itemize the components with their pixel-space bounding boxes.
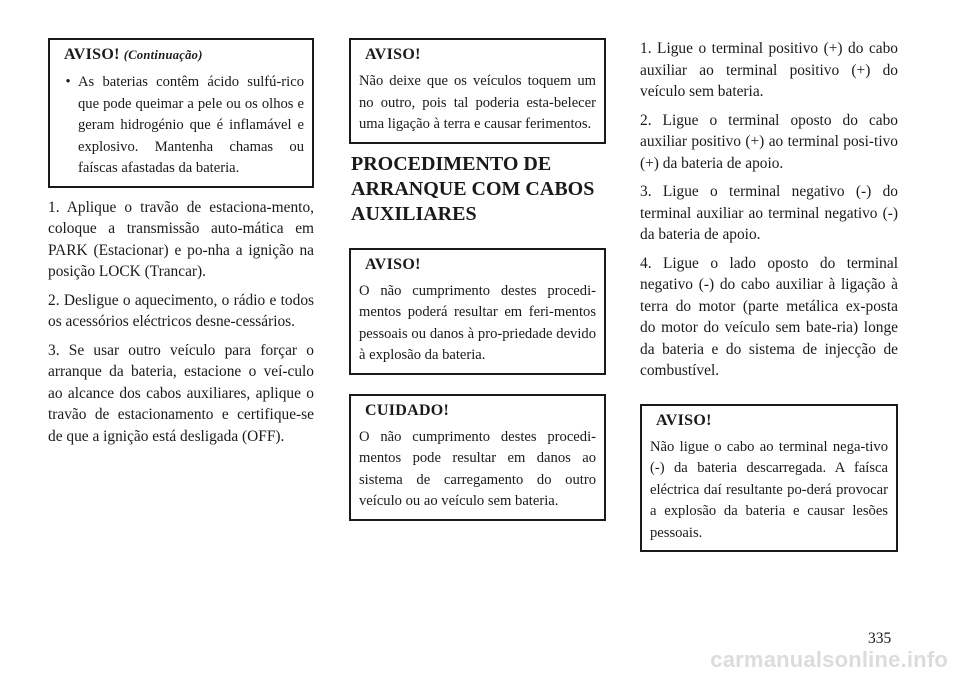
caution-title: CUIDADO! bbox=[365, 401, 450, 419]
warning-bullet-item bbox=[58, 72, 304, 180]
warning-text: Não ligue o cabo ao terminal nega-tivo (-) da bateria descarregada. A faísca eléctrica daí resultante po-derá provocar a explosão da bateria e causar lesões pessoais. bbox=[650, 438, 888, 541]
step-paragraph-1: 1. Ligue o terminal positivo (+) do cabo auxiliar ao terminal positivo (+) do veículo sem bateria. bbox=[640, 40, 898, 100]
warning-text: O não cumprimento destes procedi-mentos poderá resultar em feri-mentos pessoais ou danos à pro-priedade devido à explosão da bateria. bbox=[359, 282, 596, 363]
watermark-logo: carmanualsonline.info bbox=[710, 647, 948, 672]
page-number: 335 bbox=[868, 630, 892, 647]
caution-text: O não cumprimento destes procedi-mentos pode resultar em danos ao sistema de carregamento do outro veículo ou ao veículo sem bateria. bbox=[359, 428, 596, 509]
continuation-label: (Continuação) bbox=[123, 48, 203, 62]
column-right bbox=[640, 38, 898, 552]
caution-box bbox=[349, 394, 606, 521]
step-paragraph-3: 3. Ligue o terminal negativo (-) do terminal auxiliar ao terminal negativo (-) da bateria de apoio. bbox=[640, 183, 898, 243]
warning-title: AVISO! bbox=[365, 46, 421, 63]
warning-bullet-text: As baterias contêm ácido sulfú-rico que pode queimar a pele ou os olhos e geram hidrogénio que é inflamável e explosivo. Mantenha chamas ou faíscas afastadas da bateria. bbox=[78, 74, 304, 176]
section-heading-line-1: PROCEDIMENTO DE bbox=[351, 152, 552, 175]
warning-box-procedure bbox=[349, 248, 606, 375]
step-paragraph-2: 2. Ligue o terminal oposto do cabo auxiliar positivo (+) ao terminal posi-tivo (+) da bateria de apoio. bbox=[640, 111, 898, 172]
warning-box-continued bbox=[48, 38, 314, 188]
warning-text: Não deixe que os veículos toquem um no outro, pois tal poderia esta-belecer uma ligação à terra e causar ferimentos. bbox=[359, 73, 596, 132]
warning-title bbox=[64, 44, 304, 66]
section-heading-line-2: ARRANQUE COM CABOS bbox=[351, 177, 595, 200]
column-middle bbox=[349, 38, 606, 521]
warning-title-text: AVISO! bbox=[64, 46, 120, 63]
step-paragraph-4: 4. Ligue o lado oposto do terminal negativo (-) do cabo auxiliar à ligação à terra do motor (parte metálica ex-posta do motor do veículo sem bate-ria) longe da bateria e do sistema de injecção de combustível. bbox=[640, 254, 898, 379]
warning-title: AVISO! bbox=[365, 255, 421, 273]
section-heading-line-3: AUXILIARES bbox=[351, 202, 477, 225]
bullet-icon: • bbox=[65, 74, 71, 90]
section-heading bbox=[349, 152, 606, 227]
step-paragraph-1: 1. Aplique o travão de estaciona-mento, coloque a transmissão auto-mática em PARK (Estacionar) e po-nha a ignição na posição LOCK (Trancar). bbox=[48, 198, 314, 280]
column-left bbox=[48, 38, 314, 447]
warning-box-negative-terminal bbox=[640, 404, 898, 553]
warning-title: AVISO! bbox=[656, 411, 712, 429]
step-paragraph-2: 2. Desligue o aquecimento, o rádio e todos os acessórios eléctricos desne-cessários. bbox=[48, 291, 314, 330]
step-paragraph-3: 3. Se usar outro veículo para forçar o arranque da bateria, estacione o veí-culo ao alcance dos cabos auxiliares, aplique o travão de estacionamento e certifique-se de que a ignição está desligada (OFF). bbox=[48, 341, 314, 445]
warning-box-vehicles bbox=[349, 38, 606, 144]
